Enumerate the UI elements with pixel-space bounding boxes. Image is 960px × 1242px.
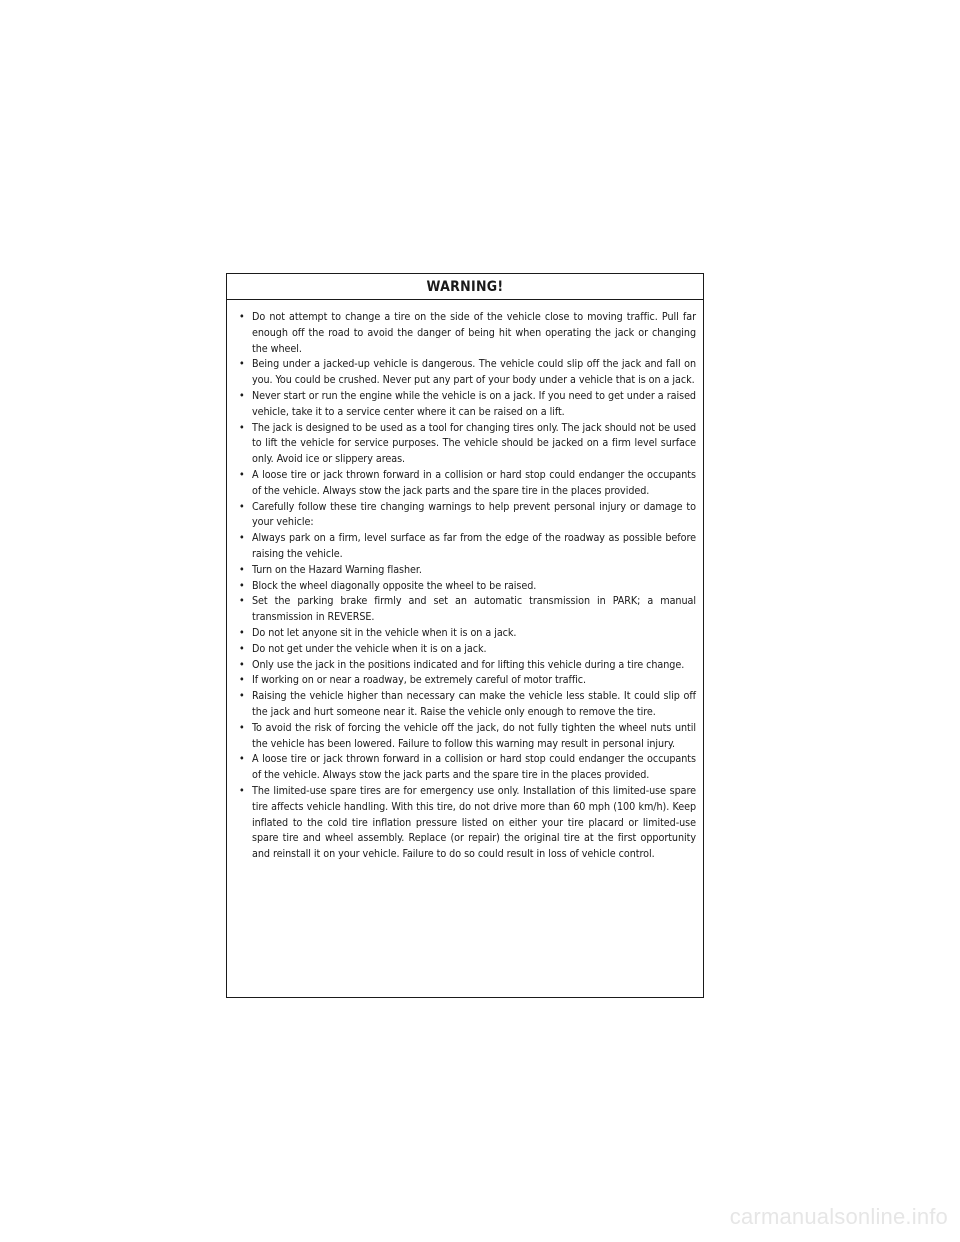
list-item-text: Do not attempt to change a tire on the side of the vehicle close to moving traffic. Pull far enough off the road to avoid the danger of being hit when operating the jack or changing the wheel. bbox=[252, 310, 696, 355]
bullet-icon: • bbox=[239, 562, 245, 576]
bullet-icon: • bbox=[239, 641, 245, 655]
list-item-text: Never start or run the engine while the vehicle is on a jack. If you need to get under a raised vehicle, take it to a service center where it can be raised on a lift. bbox=[252, 388, 696, 418]
bullet-icon: • bbox=[239, 594, 245, 608]
bullet-icon: • bbox=[239, 467, 245, 481]
list-item bbox=[238, 578, 696, 594]
list-item bbox=[238, 593, 696, 625]
watermark: carmanualsonline.info bbox=[729, 1204, 948, 1229]
list-item bbox=[238, 356, 696, 388]
warning-title: WARNING! bbox=[227, 274, 703, 300]
list-item bbox=[238, 499, 696, 531]
list-item-text: Turn on the Hazard Warning flasher. bbox=[252, 562, 422, 576]
list-item bbox=[238, 309, 696, 356]
list-item bbox=[238, 530, 696, 562]
list-item bbox=[238, 562, 696, 578]
list-item bbox=[238, 467, 696, 499]
list-item-text: Only use the jack in the positions indicated and for lifting this vehicle during a tire change. bbox=[252, 657, 685, 671]
bullet-icon: • bbox=[239, 657, 245, 671]
list-item-text: A loose tire or jack thrown forward in a collision or hard stop could endanger the occupants of the vehicle. Always stow the jack parts and the spare tire in the places provided. bbox=[252, 467, 696, 497]
bullet-icon: • bbox=[239, 720, 245, 734]
bullet-icon: • bbox=[239, 689, 245, 703]
list-item-text: Do not get under the vehicle when it is on a jack. bbox=[252, 641, 487, 655]
list-item-text: Carefully follow these tire changing warnings to help prevent personal injury or damage to your vehicle: bbox=[252, 499, 696, 529]
list-item-text: The limited-use spare tires are for emergency use only. Installation of this limited-use spare tire affects vehicle handling. With this tire, do not drive more than 60 mph (100 km/h). Keep inflated to the cold tire inflation pressure listed on either your tire placard or limited-use spare tire and wheel assembly. Replace (or repair) the original tire at the first opportunity and reinstall it on your vehicle. Failure to do so could result in loss of vehicle control. bbox=[252, 783, 696, 861]
list-item bbox=[238, 641, 696, 657]
warning-list bbox=[227, 300, 703, 862]
bullet-icon: • bbox=[239, 673, 245, 687]
bullet-icon: • bbox=[239, 310, 245, 323]
list-item-text: The jack is designed to be used as a tool for changing tires only. The jack should not be used to lift the vehicle for service purposes. The vehicle should be jacked on a firm level surface only. Avoid ice or slippery areas. bbox=[252, 420, 696, 466]
bullet-icon: • bbox=[239, 783, 245, 797]
bullet-icon: • bbox=[239, 625, 245, 639]
list-item-text: Set the parking brake firmly and set an automatic transmission in PARK; a manual transmission in REVERSE. bbox=[252, 594, 696, 624]
bullet-icon: • bbox=[239, 388, 245, 402]
list-item-text: If working on or near a roadway, be extremely careful of motor traffic. bbox=[252, 673, 587, 687]
list-item-text: To avoid the risk of forcing the vehicle off the jack, do not fully tighten the wheel nuts until the vehicle has been lowered. Failure to follow this warning may result in personal injury. bbox=[252, 720, 696, 750]
list-item-text: Raising the vehicle higher than necessary can make the vehicle less stable. It could slip off the jack and hurt someone near it. Raise the vehicle only enough to remove the tire. bbox=[252, 689, 696, 718]
list-item-text: A loose tire or jack thrown forward in a collision or hard stop could endanger the occupants of the vehicle. Always stow the jack parts and the spare tire in the places provided. bbox=[252, 752, 696, 782]
bullet-icon: • bbox=[239, 357, 245, 371]
list-item bbox=[238, 751, 696, 783]
list-item bbox=[238, 672, 696, 688]
list-item-text: Do not let anyone sit in the vehicle when it is on a jack. bbox=[252, 625, 517, 639]
list-item bbox=[238, 688, 696, 720]
list-item bbox=[238, 657, 696, 673]
list-item-text: Always park on a firm, level surface as far from the edge of the roadway as possible before raising the vehicle. bbox=[252, 531, 696, 560]
bullet-icon: • bbox=[239, 420, 245, 434]
list-item bbox=[238, 720, 696, 752]
list-item bbox=[238, 388, 696, 420]
bullet-icon: • bbox=[239, 752, 245, 766]
bullet-icon: • bbox=[239, 499, 245, 513]
warning-box bbox=[226, 273, 704, 998]
list-item bbox=[238, 625, 696, 641]
bullet-icon: • bbox=[239, 578, 245, 592]
list-item bbox=[238, 420, 696, 467]
bullet-icon: • bbox=[239, 531, 245, 545]
list-item-text: Block the wheel diagonally opposite the wheel to be raised. bbox=[252, 578, 537, 592]
list-item bbox=[238, 783, 696, 862]
list-item-text: Being under a jacked-up vehicle is dangerous. The vehicle could slip off the jack and fall on you. You could be crushed. Never put any part of your body under a vehicle that is on a jack. bbox=[252, 357, 696, 387]
